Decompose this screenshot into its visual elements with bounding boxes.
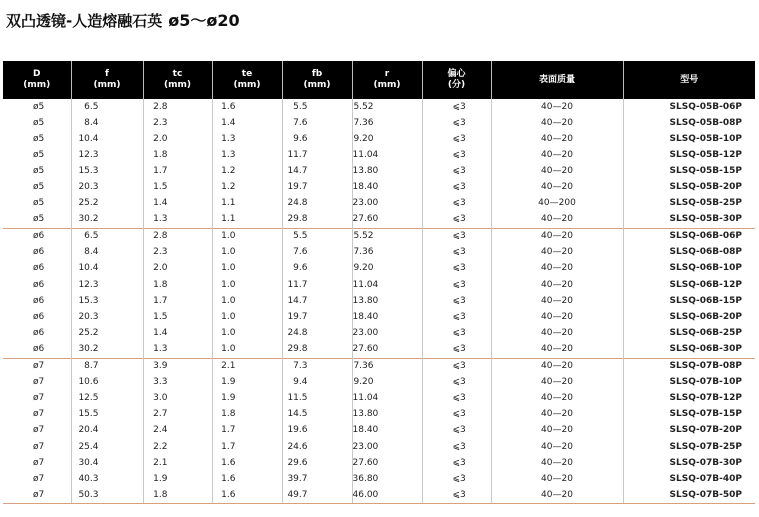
cell-back-focal-length: 9.6 (282, 261, 352, 277)
cell-surface-quality: 40—20 (491, 487, 623, 504)
cell-radius: 5.52 (352, 99, 422, 115)
cell-model: SLSQ-05B-12P (623, 147, 755, 163)
table-row (3, 163, 755, 179)
cell-diameter: ø6 (33, 311, 45, 322)
cell-model: SLSQ-07B-25P (623, 439, 755, 455)
cell-diameter: ø7 (33, 473, 45, 484)
cell-surface-quality: 40—20 (491, 341, 623, 358)
cell-radius: 7.36 (352, 115, 422, 131)
cell-diameter: ø6 (33, 343, 45, 354)
cell-center-thickness: 1.8 (143, 147, 212, 163)
cell-decenter: ⩽3 (422, 423, 491, 439)
cell-focal-length: 15.3 (71, 293, 143, 309)
cell-center-thickness: 1.8 (143, 487, 212, 504)
table-row (3, 341, 755, 358)
cell-edge-thickness: 1.0 (212, 293, 282, 309)
cell-center-thickness: 1.9 (143, 471, 212, 487)
cell-model: SLSQ-05B-08P (623, 115, 755, 131)
cell-focal-length: 30.2 (71, 212, 143, 229)
cell-surface-quality: 40—20 (491, 471, 623, 487)
cell-surface-quality: 40—20 (491, 439, 623, 455)
cell-diameter: ø6 (33, 247, 45, 258)
cell-back-focal-length: 11.5 (282, 391, 352, 407)
cell-decenter: ⩽3 (422, 325, 491, 341)
table-row (3, 99, 755, 115)
cell-focal-length: 6.5 (71, 228, 143, 245)
cell-focal-length: 20.3 (71, 179, 143, 195)
cell-back-focal-length: 7.6 (282, 115, 352, 131)
cell-radius: 27.60 (352, 455, 422, 471)
cell-decenter: ⩽3 (422, 196, 491, 212)
cell-edge-thickness: 1.0 (212, 341, 282, 358)
cell-back-focal-length: 11.7 (282, 147, 352, 163)
cell-center-thickness: 3.0 (143, 391, 212, 407)
cell-back-focal-length: 49.7 (282, 487, 352, 504)
header-te: te (mm) (212, 61, 282, 99)
cell-decenter: ⩽3 (422, 228, 491, 245)
cell-focal-length: 20.3 (71, 309, 143, 325)
cell-decenter: ⩽3 (422, 293, 491, 309)
table-row (3, 131, 755, 147)
cell-radius: 18.40 (352, 423, 422, 439)
table-row (3, 358, 755, 375)
table-row (3, 439, 755, 455)
cell-decenter: ⩽3 (422, 455, 491, 471)
cell-edge-thickness: 1.4 (212, 115, 282, 131)
cell-edge-thickness: 1.2 (212, 179, 282, 195)
cell-focal-length: 25.2 (71, 325, 143, 341)
cell-center-thickness: 1.7 (143, 293, 212, 309)
cell-diameter: ø7 (33, 377, 45, 388)
cell-back-focal-length: 24.6 (282, 439, 352, 455)
cell-edge-thickness: 1.7 (212, 439, 282, 455)
cell-radius: 7.36 (352, 245, 422, 261)
table-row (3, 245, 755, 261)
cell-diameter: ø6 (33, 327, 45, 338)
cell-radius: 23.00 (352, 325, 422, 341)
cell-center-thickness: 1.4 (143, 325, 212, 341)
cell-decenter: ⩽3 (422, 115, 491, 131)
header-tc: tc (mm) (143, 61, 212, 99)
cell-focal-length: 25.4 (71, 439, 143, 455)
cell-focal-length: 50.3 (71, 487, 143, 504)
cell-surface-quality: 40—20 (491, 261, 623, 277)
cell-edge-thickness: 1.6 (212, 471, 282, 487)
page-title (6, 8, 240, 31)
cell-decenter: ⩽3 (422, 179, 491, 195)
cell-radius: 9.20 (352, 131, 422, 147)
cell-edge-thickness: 1.7 (212, 423, 282, 439)
cell-center-thickness: 2.4 (143, 423, 212, 439)
cell-back-focal-length: 5.5 (282, 228, 352, 245)
cell-model: SLSQ-07B-50P (623, 487, 755, 504)
cell-center-thickness: 1.4 (143, 196, 212, 212)
cell-focal-length: 12.5 (71, 391, 143, 407)
cell-edge-thickness: 1.3 (212, 131, 282, 147)
cell-edge-thickness: 1.0 (212, 309, 282, 325)
cell-focal-length: 6.5 (71, 99, 143, 115)
cell-back-focal-length: 19.6 (282, 423, 352, 439)
cell-decenter: ⩽3 (422, 358, 491, 375)
cell-surface-quality: 40—20 (491, 147, 623, 163)
cell-decenter: ⩽3 (422, 131, 491, 147)
table-row (3, 423, 755, 439)
cell-radius: 9.20 (352, 375, 422, 391)
cell-radius: 5.52 (352, 228, 422, 245)
table-row (3, 212, 755, 229)
cell-decenter: ⩽3 (422, 245, 491, 261)
cell-diameter: ø7 (33, 425, 45, 436)
cell-diameter: ø7 (33, 393, 45, 404)
cell-model: SLSQ-06B-12P (623, 277, 755, 293)
cell-center-thickness: 2.8 (143, 228, 212, 245)
table-row (3, 228, 755, 245)
cell-model: SLSQ-05B-15P (623, 163, 755, 179)
cell-decenter: ⩽3 (422, 277, 491, 293)
table-header-row (3, 61, 755, 99)
header-surface-quality: 表面质量 (491, 61, 623, 99)
cell-surface-quality: 40—200 (491, 196, 623, 212)
cell-back-focal-length: 29.8 (282, 341, 352, 358)
cell-surface-quality: 40—20 (491, 423, 623, 439)
cell-center-thickness: 2.0 (143, 261, 212, 277)
cell-edge-thickness: 1.9 (212, 375, 282, 391)
cell-diameter: ø7 (33, 457, 45, 468)
cell-model: SLSQ-07B-10P (623, 375, 755, 391)
table-row (3, 115, 755, 131)
cell-model: SLSQ-05B-25P (623, 196, 755, 212)
cell-diameter: ø5 (33, 165, 45, 176)
table-row (3, 471, 755, 487)
cell-model: SLSQ-07B-40P (623, 471, 755, 487)
cell-diameter: ø6 (3, 228, 71, 245)
cell-focal-length: 15.3 (71, 163, 143, 179)
cell-surface-quality: 40—20 (491, 99, 623, 115)
cell-focal-length: 12.3 (71, 277, 143, 293)
cell-center-thickness: 3.3 (143, 375, 212, 391)
cell-focal-length: 40.3 (71, 471, 143, 487)
cell-back-focal-length: 19.7 (282, 309, 352, 325)
cell-focal-length: 10.4 (71, 261, 143, 277)
cell-center-thickness: 3.9 (143, 358, 212, 375)
cell-surface-quality: 40—20 (491, 245, 623, 261)
cell-surface-quality: 40—20 (491, 277, 623, 293)
cell-back-focal-length: 11.7 (282, 277, 352, 293)
table-row (3, 261, 755, 277)
cell-back-focal-length: 24.8 (282, 325, 352, 341)
cell-back-focal-length: 29.6 (282, 455, 352, 471)
cell-focal-length: 10.6 (71, 375, 143, 391)
table-row (3, 196, 755, 212)
cell-focal-length: 8.4 (71, 245, 143, 261)
cell-decenter: ⩽3 (422, 471, 491, 487)
cell-center-thickness: 1.5 (143, 179, 212, 195)
cell-surface-quality: 40—20 (491, 293, 623, 309)
cell-diameter: ø5 (33, 101, 45, 112)
cell-model: SLSQ-06B-15P (623, 293, 755, 309)
cell-center-thickness: 1.3 (143, 212, 212, 229)
cell-center-thickness: 1.8 (143, 277, 212, 293)
cell-decenter: ⩽3 (422, 212, 491, 229)
cell-edge-thickness: 1.0 (212, 277, 282, 293)
cell-edge-thickness: 1.0 (212, 228, 282, 245)
cell-radius: 11.04 (352, 391, 422, 407)
cell-surface-quality: 40—20 (491, 115, 623, 131)
cell-surface-quality: 40—20 (491, 179, 623, 195)
cell-model: SLSQ-06B-06P (623, 228, 755, 245)
cell-surface-quality: 40—20 (491, 325, 623, 341)
cell-decenter: ⩽3 (422, 487, 491, 504)
cell-back-focal-length: 9.4 (282, 375, 352, 391)
cell-edge-thickness: 1.0 (212, 261, 282, 277)
cell-decenter: ⩽3 (422, 439, 491, 455)
title-main: 双凸透镜-人造熔融石英 (6, 12, 163, 30)
table-row (3, 309, 755, 325)
cell-focal-length: 10.4 (71, 131, 143, 147)
cell-radius: 46.00 (352, 487, 422, 504)
cell-model: SLSQ-05B-30P (623, 212, 755, 229)
cell-model: SLSQ-07B-30P (623, 455, 755, 471)
table-row (3, 179, 755, 195)
cell-diameter: ø7 (33, 409, 45, 420)
cell-center-thickness: 1.3 (143, 341, 212, 358)
cell-center-thickness: 1.7 (143, 163, 212, 179)
cell-radius: 18.40 (352, 179, 422, 195)
title-range: ø5～ø20 (168, 11, 240, 30)
header-model: 型号 (623, 61, 755, 99)
cell-model: SLSQ-07B-12P (623, 391, 755, 407)
cell-center-thickness: 2.3 (143, 245, 212, 261)
table-row (3, 293, 755, 309)
cell-edge-thickness: 1.6 (212, 487, 282, 504)
cell-decenter: ⩽3 (422, 407, 491, 423)
cell-radius: 23.00 (352, 196, 422, 212)
cell-diameter: ø5 (33, 198, 45, 209)
cell-center-thickness: 2.0 (143, 131, 212, 147)
cell-diameter: ø7 (3, 358, 71, 375)
cell-decenter: ⩽3 (422, 375, 491, 391)
cell-diameter: ø5 (33, 133, 45, 144)
cell-surface-quality: 40—20 (491, 375, 623, 391)
cell-decenter: ⩽3 (422, 163, 491, 179)
cell-surface-quality: 40—20 (491, 358, 623, 375)
cell-surface-quality: 40—20 (491, 455, 623, 471)
cell-center-thickness: 2.2 (143, 439, 212, 455)
cell-diameter: ø6 (33, 279, 45, 290)
cell-back-focal-length: 9.6 (282, 131, 352, 147)
cell-back-focal-length: 19.7 (282, 179, 352, 195)
cell-radius: 11.04 (352, 147, 422, 163)
cell-edge-thickness: 1.8 (212, 407, 282, 423)
cell-model: SLSQ-06B-30P (623, 341, 755, 358)
table-row (3, 277, 755, 293)
cell-model: SLSQ-07B-08P (623, 358, 755, 375)
table-row (3, 487, 755, 504)
cell-diameter: ø5 (33, 149, 45, 160)
cell-back-focal-length: 7.6 (282, 245, 352, 261)
cell-focal-length: 12.3 (71, 147, 143, 163)
cell-surface-quality: 40—20 (491, 309, 623, 325)
cell-radius: 27.60 (352, 212, 422, 229)
cell-decenter: ⩽3 (422, 391, 491, 407)
table-row (3, 375, 755, 391)
cell-focal-length: 30.2 (71, 341, 143, 358)
cell-back-focal-length: 39.7 (282, 471, 352, 487)
cell-back-focal-length: 24.8 (282, 196, 352, 212)
cell-diameter: ø7 (3, 487, 71, 504)
cell-surface-quality: 40—20 (491, 407, 623, 423)
cell-radius: 13.80 (352, 293, 422, 309)
header-r: r (mm) (352, 61, 422, 99)
cell-focal-length: 20.4 (71, 423, 143, 439)
cell-model: SLSQ-06B-08P (623, 245, 755, 261)
cell-edge-thickness: 1.1 (212, 196, 282, 212)
lens-spec-table (3, 61, 755, 504)
cell-diameter: ø5 (33, 117, 45, 128)
cell-model: SLSQ-05B-20P (623, 179, 755, 195)
cell-back-focal-length: 5.5 (282, 99, 352, 115)
cell-back-focal-length: 29.8 (282, 212, 352, 229)
cell-decenter: ⩽3 (422, 99, 491, 115)
cell-radius: 9.20 (352, 261, 422, 277)
cell-radius: 7.36 (352, 358, 422, 375)
table-row (3, 391, 755, 407)
cell-edge-thickness: 1.3 (212, 147, 282, 163)
cell-decenter: ⩽3 (422, 309, 491, 325)
table-row (3, 407, 755, 423)
cell-radius: 23.00 (352, 439, 422, 455)
cell-model: SLSQ-06B-25P (623, 325, 755, 341)
cell-edge-thickness: 1.0 (212, 245, 282, 261)
cell-model: SLSQ-06B-10P (623, 261, 755, 277)
cell-decenter: ⩽3 (422, 261, 491, 277)
cell-edge-thickness: 2.1 (212, 358, 282, 375)
cell-diameter: ø5 (33, 182, 45, 193)
cell-radius: 36.80 (352, 471, 422, 487)
cell-radius: 13.80 (352, 407, 422, 423)
table-row (3, 325, 755, 341)
cell-model: SLSQ-05B-10P (623, 131, 755, 147)
cell-diameter: ø7 (33, 441, 45, 452)
cell-focal-length: 25.2 (71, 196, 143, 212)
cell-back-focal-length: 14.7 (282, 293, 352, 309)
cell-edge-thickness: 1.6 (212, 455, 282, 471)
table-body (3, 99, 755, 504)
cell-edge-thickness: 1.2 (212, 163, 282, 179)
cell-focal-length: 8.7 (71, 358, 143, 375)
cell-diameter: ø6 (33, 295, 45, 306)
cell-diameter: ø6 (33, 263, 45, 274)
cell-edge-thickness: 1.9 (212, 391, 282, 407)
cell-focal-length: 8.4 (71, 115, 143, 131)
cell-surface-quality: 40—20 (491, 228, 623, 245)
cell-decenter: ⩽3 (422, 147, 491, 163)
cell-center-thickness: 2.8 (143, 99, 212, 115)
cell-center-thickness: 2.3 (143, 115, 212, 131)
cell-radius: 11.04 (352, 277, 422, 293)
header-d: D (mm) (3, 61, 71, 99)
cell-focal-length: 30.4 (71, 455, 143, 471)
cell-edge-thickness: 1.0 (212, 325, 282, 341)
table-row (3, 455, 755, 471)
header-decenter: 偏心 (分) (422, 61, 491, 99)
cell-decenter: ⩽3 (422, 341, 491, 358)
cell-center-thickness: 1.5 (143, 309, 212, 325)
cell-center-thickness: 2.1 (143, 455, 212, 471)
cell-model: SLSQ-07B-15P (623, 407, 755, 423)
cell-model: SLSQ-07B-20P (623, 423, 755, 439)
cell-model: SLSQ-05B-06P (623, 99, 755, 115)
cell-surface-quality: 40—20 (491, 163, 623, 179)
cell-diameter: ø5 (33, 214, 45, 225)
cell-edge-thickness: 1.6 (212, 99, 282, 115)
table-row (3, 147, 755, 163)
cell-radius: 18.40 (352, 309, 422, 325)
cell-back-focal-length: 14.5 (282, 407, 352, 423)
cell-edge-thickness: 1.1 (212, 212, 282, 229)
cell-focal-length: 15.5 (71, 407, 143, 423)
cell-surface-quality: 40—20 (491, 391, 623, 407)
cell-surface-quality: 40—20 (491, 131, 623, 147)
header-f: f (mm) (71, 61, 143, 99)
cell-center-thickness: 2.7 (143, 407, 212, 423)
cell-model: SLSQ-06B-20P (623, 309, 755, 325)
cell-back-focal-length: 14.7 (282, 163, 352, 179)
cell-back-focal-length: 7.3 (282, 358, 352, 375)
header-fb: fb (mm) (282, 61, 352, 99)
cell-radius: 13.80 (352, 163, 422, 179)
cell-radius: 27.60 (352, 341, 422, 358)
cell-surface-quality: 40—20 (491, 212, 623, 229)
